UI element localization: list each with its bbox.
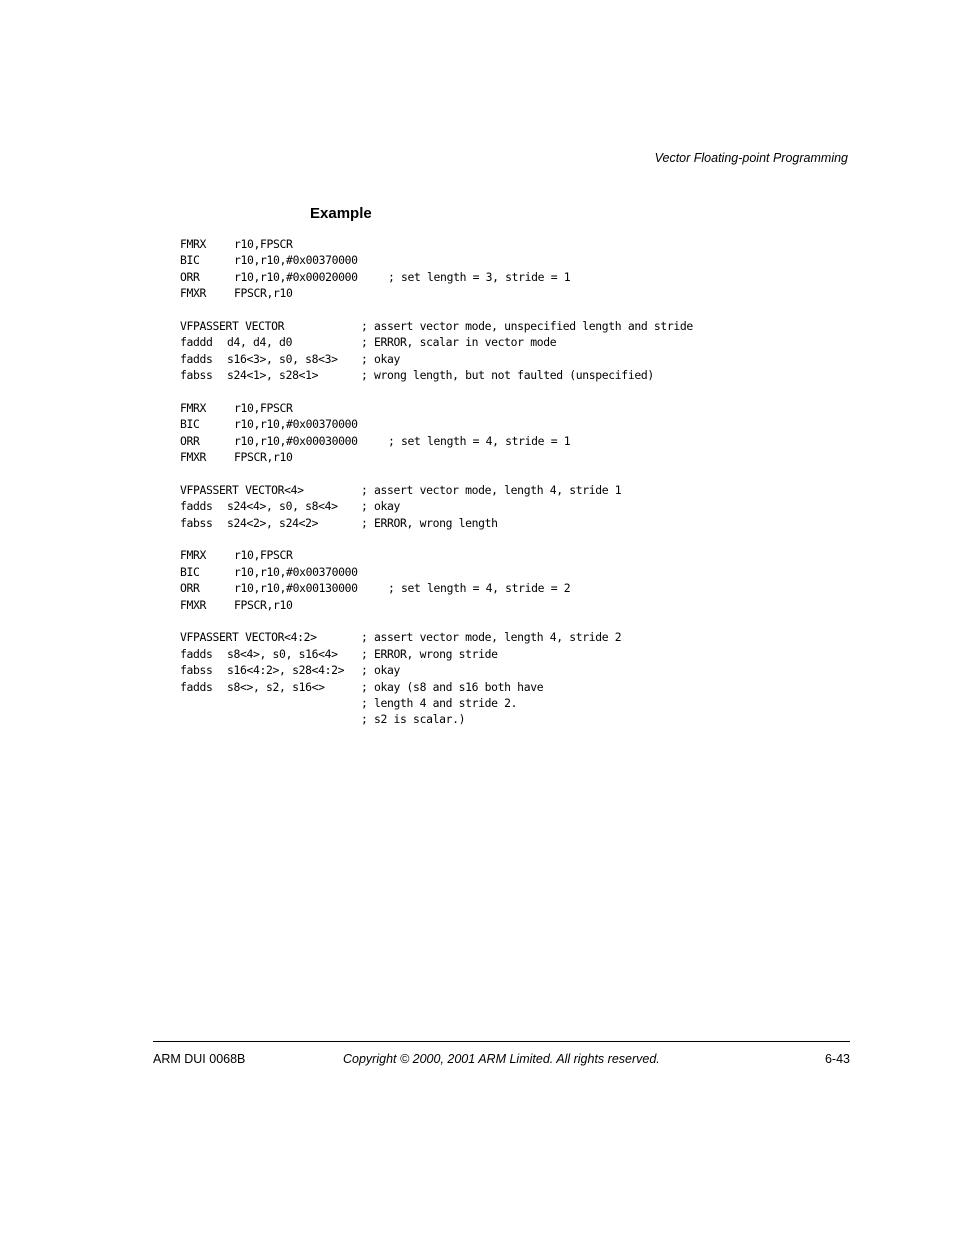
code-line: [180, 679, 740, 695]
code-line: [180, 252, 740, 268]
code-comment: ; ERROR, scalar in vector mode: [361, 335, 557, 350]
code-line: [180, 662, 740, 678]
code-mnemonic: BIC: [180, 417, 200, 432]
code-operands: r10,r10,#0x00020000: [234, 269, 358, 284]
code-operands: s8<>, s2, s16<>: [227, 679, 325, 694]
code-block-assert-unspecified: [180, 318, 740, 384]
code-mnemonic: fadds: [180, 679, 213, 694]
code-comment: ; assert vector mode, length 4, stride 1: [361, 482, 622, 497]
code-line: [180, 334, 740, 350]
code-comment: ; ERROR, wrong stride: [361, 646, 498, 661]
code-block-setup-length-3: [180, 236, 740, 302]
code-operands: FPSCR,r10: [234, 286, 293, 301]
code-operands: s16<3>, s0, s8<3>: [227, 351, 338, 366]
code-operands: FPSCR,r10: [234, 597, 293, 612]
code-line: [180, 367, 740, 383]
code-mnemonic: fabss: [180, 515, 213, 530]
code-operands: r10,r10,#0x00130000: [234, 581, 358, 596]
code-operands: s16<4:2>, s28<4:2>: [227, 663, 345, 678]
code-mnemonic: FMRX: [180, 400, 207, 415]
code-operands: d4, d4, d0: [227, 335, 293, 350]
code-line: [180, 482, 740, 498]
code-line: [180, 449, 740, 465]
code-operands: s24<2>, s24<2>: [227, 515, 319, 530]
code-comment: ; okay (s8 and s16 both have: [361, 679, 544, 694]
code-line: [180, 646, 740, 662]
page-number: 6-43: [824, 1052, 850, 1066]
code-mnemonic: FMRX: [180, 548, 207, 563]
code-mnemonic: BIC: [180, 253, 200, 268]
code-line: [180, 351, 740, 367]
code-line: [180, 629, 740, 645]
section-heading: Example: [310, 205, 372, 222]
code-mnemonic: ORR: [180, 433, 200, 448]
code-operands: s8<4>, s0, s16<4>: [227, 646, 338, 661]
code-operands: FPSCR,r10: [234, 450, 293, 465]
code-mnemonic: fadds: [180, 646, 213, 661]
code-operands: s24<1>, s28<1>: [227, 368, 319, 383]
code-block-setup-length-4-stride-2: [180, 547, 740, 613]
code-mnemonic: fadds: [180, 499, 213, 514]
code-line: [180, 564, 740, 580]
code-line: [180, 580, 740, 596]
code-operands: r10,r10,#0x00370000: [234, 253, 358, 268]
code-block-assert-length-4-stride-2: [180, 629, 740, 727]
code-comment: ; okay: [361, 663, 401, 678]
code-mnemonic: VFPASSERT VECTOR: [180, 318, 285, 333]
code-mnemonic: ORR: [180, 581, 200, 596]
document-id: ARM DUI 0068B: [153, 1052, 246, 1066]
code-operands: r10,r10,#0x00370000: [234, 564, 358, 579]
code-line: [180, 515, 740, 531]
code-mnemonic: VFPASSERT VECTOR<4:2>: [180, 630, 317, 645]
code-line: [180, 318, 740, 334]
code-comment: ; wrong length, but not faulted (unspecified): [361, 368, 654, 383]
code-mnemonic: ORR: [180, 269, 200, 284]
footer-divider: [153, 1041, 850, 1042]
code-comment: ; length 4 and stride 2.: [361, 695, 518, 710]
code-mnemonic: BIC: [180, 564, 200, 579]
code-mnemonic: FMXR: [180, 450, 207, 465]
code-line: [180, 498, 740, 514]
code-operands: r10,r10,#0x00030000: [234, 433, 358, 448]
code-mnemonic: VFPASSERT VECTOR<4>: [180, 482, 304, 497]
code-line: [180, 695, 740, 711]
code-operands: s24<4>, s0, s8<4>: [227, 499, 338, 514]
code-operands: r10,FPSCR: [234, 237, 293, 251]
code-comment: ; assert vector mode, length 4, stride 2: [361, 630, 622, 645]
code-listing: [180, 236, 740, 744]
code-comment: ; set length = 4, stride = 2: [388, 581, 571, 596]
code-mnemonic: FMXR: [180, 597, 207, 612]
code-block-assert-length-4: [180, 482, 740, 531]
code-operands: r10,FPSCR: [234, 548, 293, 563]
code-block-setup-length-4-stride-1: [180, 400, 740, 466]
code-mnemonic: fadds: [180, 351, 213, 366]
code-line: [180, 236, 740, 252]
code-operands: r10,r10,#0x00370000: [234, 417, 358, 432]
code-line: [180, 269, 740, 285]
code-line: [180, 597, 740, 613]
code-line: [180, 433, 740, 449]
code-comment: ; okay: [361, 351, 401, 366]
code-comment: ; set length = 3, stride = 1: [388, 269, 571, 284]
code-line: [180, 547, 740, 563]
code-mnemonic: fabss: [180, 368, 213, 383]
copyright-notice: Copyright © 2000, 2001 ARM Limited. All rights reserved.: [343, 1052, 660, 1066]
code-mnemonic: FMXR: [180, 286, 207, 301]
code-comment: ; set length = 4, stride = 1: [388, 433, 571, 448]
code-comment: ; okay: [361, 499, 401, 514]
code-comment: ; ERROR, wrong length: [361, 515, 498, 530]
code-line: [180, 285, 740, 301]
running-header: Vector Floating-point Programming: [654, 151, 848, 165]
code-operands: r10,FPSCR: [234, 400, 293, 415]
code-line: [180, 416, 740, 432]
code-comment: ; assert vector mode, unspecified length and stride: [361, 318, 693, 333]
code-mnemonic: fabss: [180, 663, 213, 678]
code-mnemonic: faddd: [180, 335, 213, 350]
code-line: [180, 400, 740, 416]
code-comment: ; s2 is scalar.): [361, 712, 466, 727]
code-mnemonic: FMRX: [180, 237, 207, 251]
code-line: [180, 711, 740, 727]
